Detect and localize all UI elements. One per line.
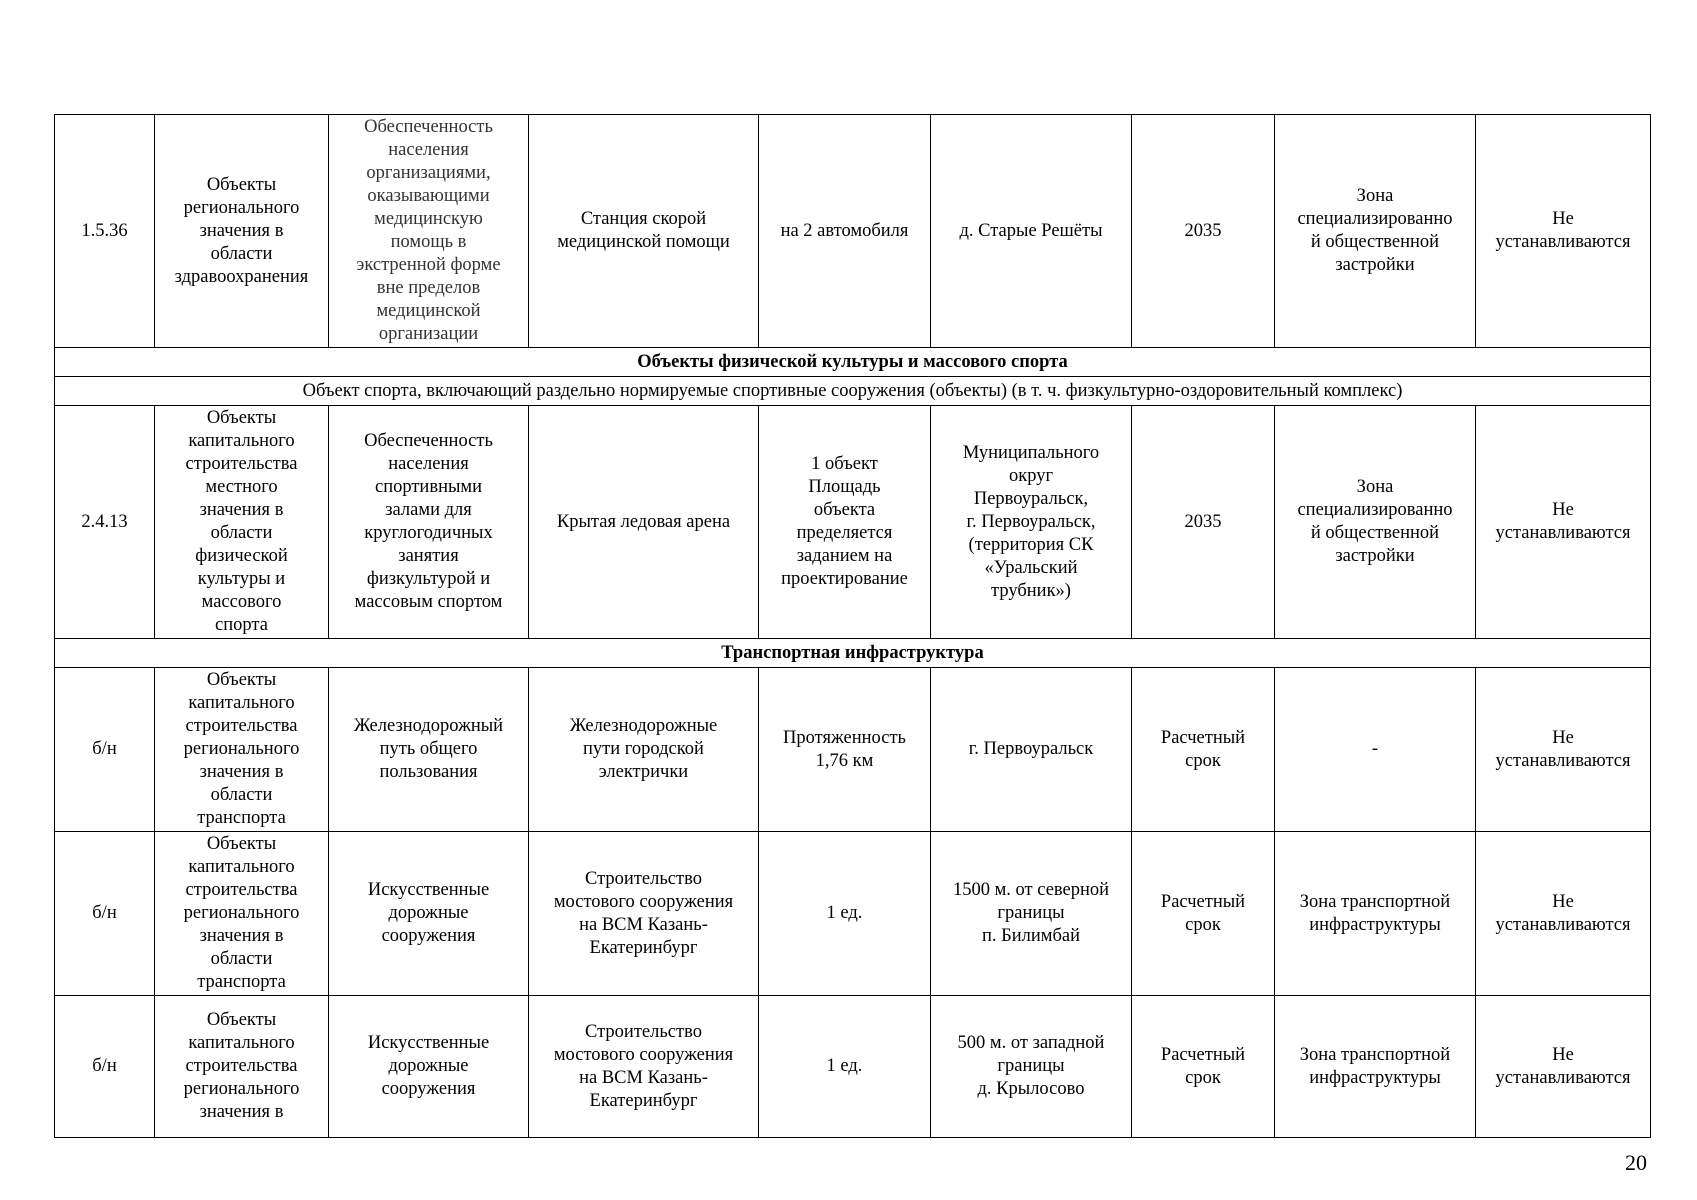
section-row <box>55 348 1651 377</box>
object-location: Муниципального округ Первоуральск, г. Первоуральск, (территория СК «Уральский трубник») <box>931 406 1132 639</box>
object-name: Железнодорожные пути городской электрички <box>529 668 759 832</box>
object-type: Объекты капитального строительства регионального значения в области транспорта <box>155 668 329 832</box>
object-type: Объекты капитального строительства местного значения в области физической культуры и массового спорта <box>155 406 329 639</box>
object-number: 1.5.36 <box>55 115 155 348</box>
object-zone: - <box>1275 668 1476 832</box>
object-type: Объекты капитального строительства регионального значения в <box>155 996 329 1138</box>
object-purpose: Обеспеченность населения организациями, оказывающими медицинскую помощь в экстренной форме вне пределов медицинской организации <box>329 115 529 348</box>
object-capacity: на 2 автомобиля <box>759 115 931 348</box>
object-purpose: Искусственные дорожные сооружения <box>329 996 529 1138</box>
section-title-transport: Транспортная инфраструктура <box>55 639 1651 668</box>
object-capacity: 1 объект Площадь объекта пределяется заданием на проектирование <box>759 406 931 639</box>
table-row <box>55 406 1651 639</box>
object-zone: Зона транспортной инфраструктуры <box>1275 832 1476 996</box>
object-purpose: Железнодорожный путь общего пользования <box>329 668 529 832</box>
object-type: Объекты капитального строительства регионального значения в области транспорта <box>155 832 329 996</box>
object-zone: Зона транспортной инфраструктуры <box>1275 996 1476 1138</box>
object-location: 500 м. от западной границы д. Крылосово <box>931 996 1132 1138</box>
object-name: Строительство мостового сооружения на ВСМ Казань- Екатеринбург <box>529 832 759 996</box>
object-name: Крытая ледовая арена <box>529 406 759 639</box>
object-purpose: Искусственные дорожные сооружения <box>329 832 529 996</box>
object-restrictions: Не устанавливаются <box>1476 406 1651 639</box>
object-restrictions: Не устанавливаются <box>1476 996 1651 1138</box>
table-row <box>55 832 1651 996</box>
object-term: Расчетный срок <box>1132 832 1275 996</box>
table-row <box>55 668 1651 832</box>
object-zone: Зона специализированно й общественной застройки <box>1275 406 1476 639</box>
planning-objects-table <box>54 114 1651 1138</box>
object-purpose: Обеспеченность населения спортивными залами для круглогодичных занятия физкультурой и массовым спортом <box>329 406 529 639</box>
object-capacity: Протяженность 1,76 км <box>759 668 931 832</box>
object-location: г. Первоуральск <box>931 668 1132 832</box>
object-number: 2.4.13 <box>55 406 155 639</box>
object-term: Расчетный срок <box>1132 996 1275 1138</box>
object-location: д. Старые Решёты <box>931 115 1132 348</box>
table-row <box>55 996 1651 1138</box>
page-number: 20 <box>1625 1150 1647 1175</box>
object-name: Строительство мостового сооружения на ВСМ Казань- Екатеринбург <box>529 996 759 1138</box>
object-capacity: 1 ед. <box>759 996 931 1138</box>
object-location: 1500 м. от северной границы п. Билимбай <box>931 832 1132 996</box>
object-restrictions: Не устанавливаются <box>1476 832 1651 996</box>
section-title-sport: Объекты физической культуры и массового спорта <box>55 348 1651 377</box>
table-row <box>55 115 1651 348</box>
object-zone: Зона специализированно й общественной застройки <box>1275 115 1476 348</box>
object-number: б/н <box>55 668 155 832</box>
object-restrictions: Не устанавливаются <box>1476 668 1651 832</box>
subsection-row <box>55 377 1651 406</box>
object-number: б/н <box>55 832 155 996</box>
object-number: б/н <box>55 996 155 1138</box>
subsection-title-sport: Объект спорта, включающий раздельно нормируемые спортивные сооружения (объекты) (в т. ч. физкультурно-оздоровительный комплекс) <box>55 377 1651 406</box>
object-type: Объекты регионального значения в области здравоохранения <box>155 115 329 348</box>
object-capacity: 1 ед. <box>759 832 931 996</box>
object-term: 2035 <box>1132 115 1275 348</box>
object-name: Станция скорой медицинской помощи <box>529 115 759 348</box>
object-restrictions: Не устанавливаются <box>1476 115 1651 348</box>
object-term: Расчетный срок <box>1132 668 1275 832</box>
object-term: 2035 <box>1132 406 1275 639</box>
section-row <box>55 639 1651 668</box>
